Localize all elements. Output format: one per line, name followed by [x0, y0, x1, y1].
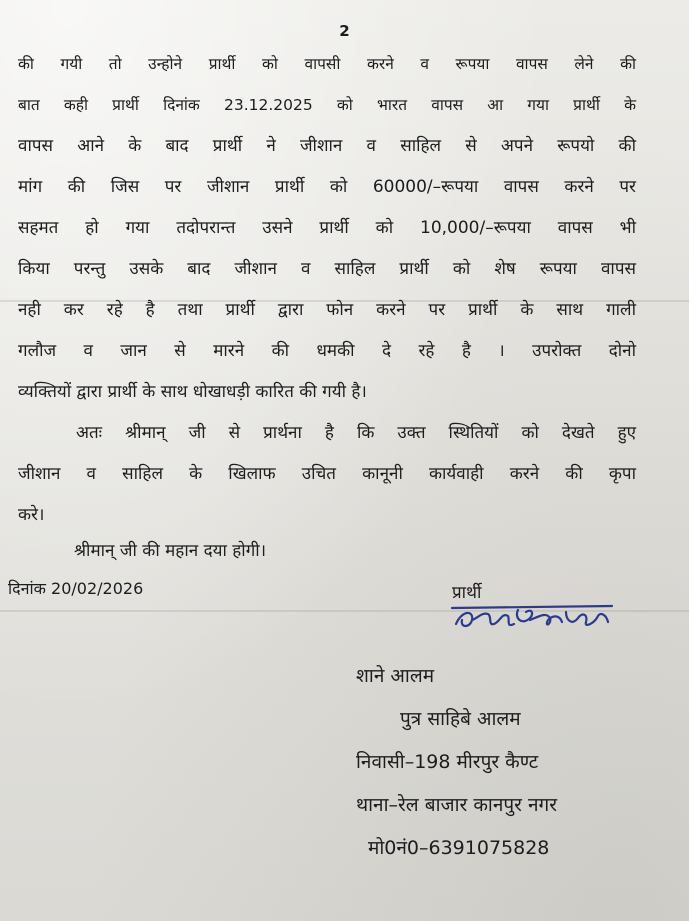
- body-line: व्यक्तियों द्वारा प्रार्थी के साथ धोखाधड़ी कारित की गयी है।: [18, 382, 367, 402]
- applicant-address: [356, 655, 676, 870]
- body-line: वापस आने के बाद प्रार्थी ने जीशान व साहिल से अपने रूपयो की: [18, 136, 636, 156]
- applicant-father: पुत्र साहिबे आलम: [400, 708, 521, 730]
- letter-body: [18, 44, 636, 536]
- body-line: नही कर रहे है तथा प्रार्थी द्वारा फोन करने पर प्रार्थी के साथ गाली: [18, 300, 636, 320]
- applicant-residence: निवासी–198 मीरपुर कैण्ट: [356, 751, 539, 773]
- letter-date: दिनांक 20/02/2026: [8, 579, 144, 598]
- body-line: किया परन्तु उसके बाद जीशान व साहिल प्रार्थी को शेष रूपया वापस: [18, 259, 636, 279]
- applicant-label: प्रार्थी: [452, 583, 482, 603]
- closing-line: श्रीमान् जी की महान दया होगी।: [74, 541, 267, 561]
- applicant-name: शाने आलम: [356, 665, 435, 687]
- body-line: मांग की जिस पर जीशान प्रार्थी को 60000/–रूपया वापस करने पर: [18, 177, 636, 197]
- body-line: की गयी तो उन्होने प्रार्थी को वापसी करने व रूपया वापस लेने की: [18, 55, 636, 73]
- applicant-police-station: थाना–रेल बाजार कानपुर नगर: [356, 794, 557, 816]
- page-number: 2: [339, 22, 350, 40]
- body-line: सहमत हो गया तदोपरान्त उसने प्रार्थी को 10,000/–रूपया वापस भी: [18, 218, 636, 238]
- handwritten-signature: [448, 590, 618, 638]
- request-line: अतः श्रीमान् जी से प्रार्थना है कि उक्त स्थितियों को देखते हुए: [76, 423, 636, 443]
- applicant-mobile: मो0नं0–6391075828: [368, 837, 550, 859]
- body-line: बात कही प्रार्थी दिनांक 23.12.2025 को भारत वापस आ गया प्रार्थी के: [18, 96, 636, 114]
- request-line: जीशान व साहिल के खिलाफ उचित कानूनी कार्यवाही करने की कृपा: [18, 464, 636, 484]
- body-line: गलौज व जान से मारने की धमकी दे रहे है । उपरोक्त दोनो: [18, 341, 636, 361]
- request-line: करे।: [18, 505, 45, 525]
